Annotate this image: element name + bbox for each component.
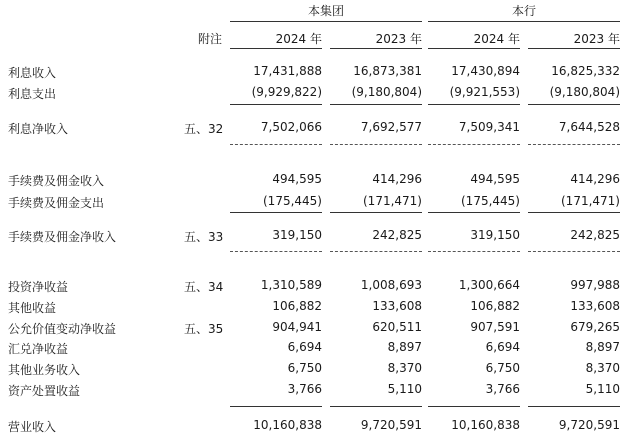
- subtotal-rule-revenue-3: [428, 406, 520, 407]
- dashed-rule-fee-2: [330, 251, 422, 252]
- group-header-rule: [230, 21, 422, 22]
- row-value: (9,921,553): [449, 85, 520, 99]
- row-value: 7,509,341: [458, 120, 520, 134]
- row-value: 17,431,888: [253, 64, 322, 78]
- year-header-bank-2024: 2024 年: [473, 32, 520, 46]
- row-label: 利息收入: [8, 66, 57, 80]
- row-value: 8,897: [387, 340, 422, 354]
- row-value: 3,766: [485, 382, 520, 396]
- row-value: 8,370: [387, 361, 422, 375]
- row-value: 10,160,838: [451, 418, 520, 432]
- row-label: 汇兑净收益: [8, 342, 69, 356]
- row-value: 1,008,693: [360, 278, 422, 292]
- row-value: 620,511: [372, 320, 422, 334]
- row-label: 其他收益: [8, 301, 57, 315]
- row-note: 五、34: [184, 280, 224, 294]
- year-rule-2: [330, 48, 422, 49]
- row-value: (171,471): [561, 194, 620, 208]
- row-value: 319,150: [272, 228, 322, 242]
- row-value: 907,591: [470, 320, 520, 334]
- row-value: 9,720,591: [360, 418, 422, 432]
- row-value: 9,720,591: [558, 418, 620, 432]
- subtotal-rule-revenue-1: [230, 406, 322, 407]
- row-value: 10,160,838: [253, 418, 322, 432]
- row-value: 242,825: [372, 228, 422, 242]
- row-value: 414,296: [372, 172, 422, 186]
- dashed-rule-interest-1: [230, 144, 322, 145]
- row-value: 997,988: [570, 278, 620, 292]
- subtotal-rule-fee-2: [330, 212, 422, 213]
- row-value: 7,502,066: [260, 120, 322, 134]
- row-value: 679,265: [570, 320, 620, 334]
- row-value: 6,750: [287, 361, 322, 375]
- row-label: 其他业务收入: [8, 363, 81, 377]
- row-label: 手续费及佣金支出: [8, 196, 105, 210]
- row-label: 营业收入: [8, 420, 57, 434]
- row-value: 7,644,528: [558, 120, 620, 134]
- row-value: (9,180,804): [549, 85, 620, 99]
- subtotal-rule-fee-3: [428, 212, 520, 213]
- year-header-bank-2023: 2023 年: [573, 32, 620, 46]
- bank-header: 本行: [511, 4, 536, 18]
- subtotal-rule-fee-4: [528, 212, 620, 213]
- row-value: 6,694: [287, 340, 322, 354]
- row-value: (9,929,822): [251, 85, 322, 99]
- row-value: 3,766: [287, 382, 322, 396]
- row-label: 利息支出: [8, 87, 57, 101]
- subtotal-rule-revenue-4: [528, 406, 620, 407]
- dashed-rule-fee-4: [528, 251, 620, 252]
- row-value: 5,110: [387, 382, 422, 396]
- row-value: 106,882: [272, 299, 322, 313]
- dashed-rule-fee-1: [230, 251, 322, 252]
- row-value: 6,750: [485, 361, 520, 375]
- row-value: 16,873,381: [353, 64, 422, 78]
- dashed-rule-fee-3: [428, 251, 520, 252]
- row-note: 五、35: [184, 322, 224, 336]
- bank-header-rule: [428, 21, 620, 22]
- row-value: 1,310,589: [260, 278, 322, 292]
- row-value: 319,150: [470, 228, 520, 242]
- row-value: 133,608: [372, 299, 422, 313]
- row-value: 414,296: [570, 172, 620, 186]
- row-value: 8,897: [585, 340, 620, 354]
- row-label: 利息净收入: [8, 122, 69, 136]
- row-value: 6,694: [485, 340, 520, 354]
- row-label: 手续费及佣金收入: [8, 174, 105, 188]
- subtotal-rule-interest-4: [528, 104, 620, 105]
- row-value: 106,882: [470, 299, 520, 313]
- subtotal-rule-interest-2: [330, 104, 422, 105]
- year-rule-3: [428, 48, 520, 49]
- dashed-rule-interest-3: [428, 144, 520, 145]
- row-value: 1,300,664: [458, 278, 520, 292]
- row-value: 7,692,577: [360, 120, 422, 134]
- subtotal-rule-interest-3: [428, 104, 520, 105]
- row-value: (171,471): [363, 194, 422, 208]
- year-header-group-2023: 2023 年: [375, 32, 422, 46]
- year-rule-4: [528, 48, 620, 49]
- row-note: 五、33: [184, 230, 224, 244]
- year-rule-1: [230, 48, 322, 49]
- row-value: 494,595: [272, 172, 322, 186]
- row-label: 手续费及佣金净收入: [8, 230, 117, 244]
- subtotal-rule-revenue-2: [330, 406, 422, 407]
- group-header: 本集团: [307, 4, 344, 18]
- subtotal-rule-interest-1: [230, 104, 322, 105]
- row-value: (175,445): [461, 194, 520, 208]
- row-label: 公允价值变动净收益: [8, 322, 117, 336]
- subtotal-rule-fee-1: [230, 212, 322, 213]
- row-value: 8,370: [585, 361, 620, 375]
- row-label: 资产处置收益: [8, 384, 81, 398]
- row-value: 904,941: [272, 320, 322, 334]
- row-value: 242,825: [570, 228, 620, 242]
- row-value: 133,608: [570, 299, 620, 313]
- row-value: (175,445): [263, 194, 322, 208]
- dashed-rule-interest-4: [528, 144, 620, 145]
- row-value: (9,180,804): [351, 85, 422, 99]
- row-value: 494,595: [470, 172, 520, 186]
- row-value: 17,430,894: [451, 64, 520, 78]
- row-label: 投资净收益: [8, 280, 69, 294]
- year-header-group-2024: 2024 年: [275, 32, 322, 46]
- row-value: 5,110: [585, 382, 620, 396]
- dashed-rule-interest-2: [330, 144, 422, 145]
- row-note: 五、32: [184, 122, 224, 136]
- row-value: 16,825,332: [551, 64, 620, 78]
- note-column-header: 附注: [197, 32, 222, 46]
